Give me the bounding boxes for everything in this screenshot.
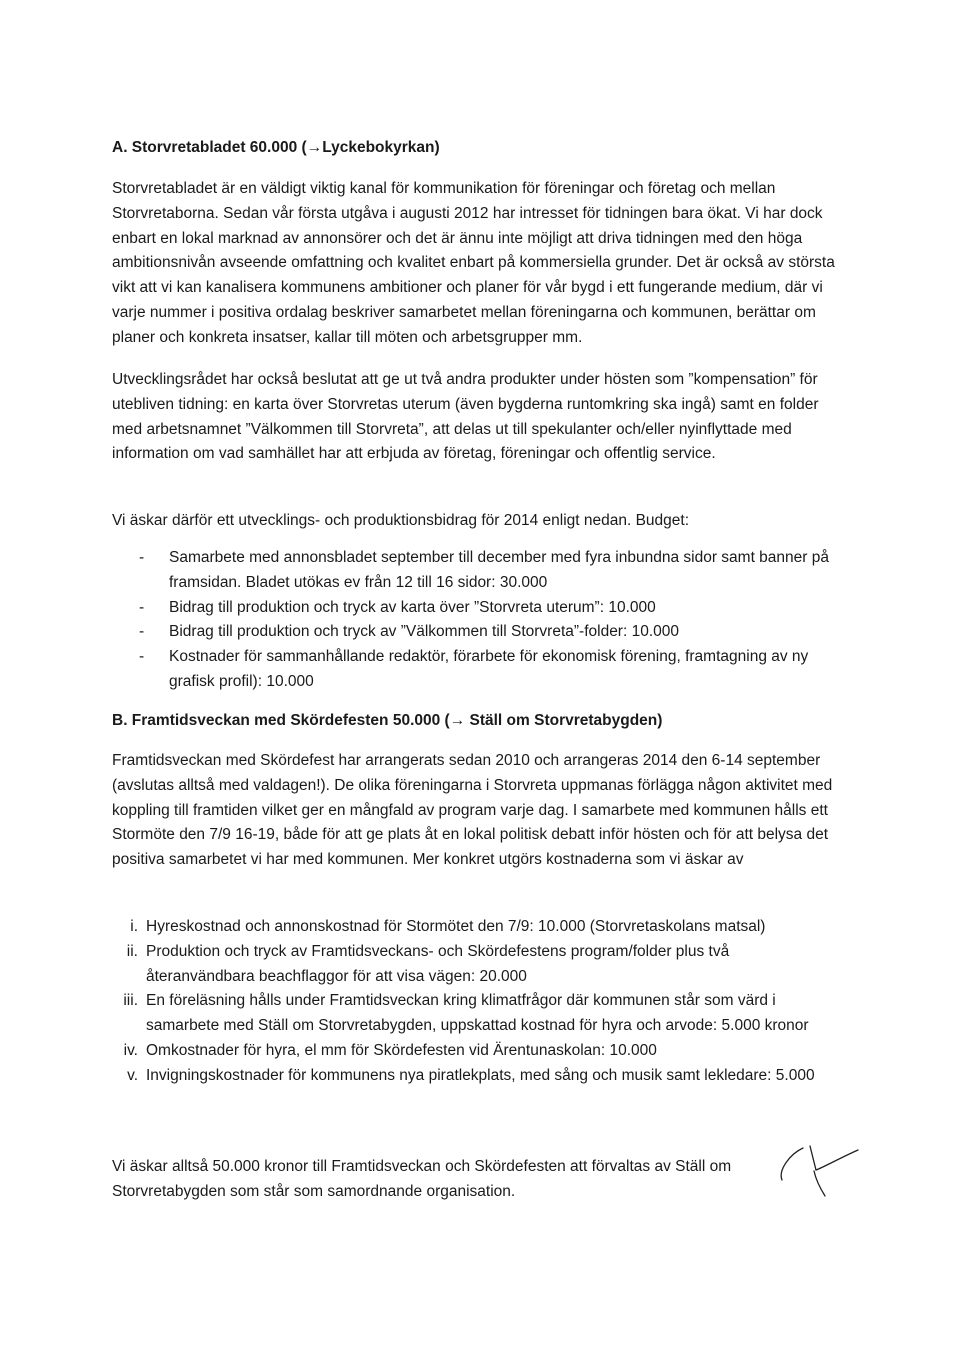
list-item-text: Produktion och tryck av Framtidsveckans- och Skördefestens program/folder plus två återanvändbara beachflaggor för att visa vägen: 20.000 <box>146 942 730 985</box>
list-item-text: Bidrag till produktion och tryck av karta över ”Storvreta uterum”: 10.000 <box>169 598 656 616</box>
section-a-heading: A. Storvretabladet 60.000 (→Lyckebokyrkan) <box>112 139 440 156</box>
list-item-text: Hyreskostnad och annonskostnad för Stormötet den 7/9: 10.000 (Storvretaskolans matsal) <box>146 918 766 935</box>
list-item <box>112 620 832 645</box>
list-item-text: Invigningskostnader för kommunens nya piratlekplats, med sång och musik samt lekledare: 5.000 <box>146 1066 815 1084</box>
section-b-heading: B. Framtidsveckan med Skördefesten 50.000 (→ Ställ om Storvretabygden) <box>112 712 663 729</box>
list-item <box>112 1039 832 1064</box>
list-item <box>112 645 832 695</box>
list-item-text: En föreläsning hålls under Framtidsveckan kring klimatfrågor där kommunen står som värd i samarbete med Ställ om Storvretabygden, uppskattad kostnad för hyra och arvode: 5.000 kronor <box>146 992 809 1035</box>
list-marker: iv. <box>123 1041 138 1059</box>
cost-list <box>112 915 832 1089</box>
list-marker: iii. <box>123 992 138 1010</box>
section-a-paragraph-2: Utvecklingsrådet har också beslutat att ge ut två andra produkter under hösten som ”kompensation” för utebliven tidning: en karta över Storvretas uterum (även bygderna runtomkring ska ingå) samt en folder med arbetsnamnet ”Välkommen till Storvreta”, att delas ut till spekulanter och/eller nyinflyttade med information om vad samhället har att erbjuda av företag, föreningar och offentlig service. <box>112 371 819 463</box>
handwritten-signature <box>770 1140 865 1200</box>
list-marker: i. <box>130 918 138 935</box>
section-b-intro: Framtidsveckan med Skördefest har arrangerats sedan 2010 och arrangeras 2014 den 6-14 september (avslutas alltså med valdagen!). De olika föreningarna i Storvreta uppmanas förlägga någon aktivitet med koppling till framtiden vilket ger en mångfald av program varje dag. I samarbete med kommunen hålls ett Stormöte den 7/9 16-19, både för att ge plats åt en lokal politisk debatt inför hösten och för att belysa det positiva samarbetet vi har med kommunen. Mer konkret utgörs kostnaderna som vi äskar av <box>112 752 833 869</box>
section-a-paragraph-3: Vi äskar därför ett utvecklings- och produktionsbidrag för 2014 enligt nedan. Budget: <box>112 512 690 529</box>
list-marker: - <box>139 549 145 566</box>
list-marker: - <box>139 598 145 616</box>
list-marker: - <box>139 623 145 641</box>
list-marker: ii. <box>126 942 138 960</box>
list-item <box>112 1064 832 1089</box>
list-item <box>112 596 832 621</box>
list-marker: - <box>139 648 145 666</box>
list-item-text: Samarbete med annonsbladet september till december med fyra inbundna sidor samt banner på framsidan. Bladet utökas ev från 12 till 16 sidor: 30.000 <box>169 549 829 591</box>
list-item <box>112 915 832 940</box>
list-item <box>112 940 832 990</box>
list-item <box>112 546 832 596</box>
list-item-text: Bidrag till produktion och tryck av ”Välkommen till Storvreta”-folder: 10.000 <box>169 623 679 641</box>
section-b-closing: Vi äskar alltså 50.000 kronor till Framtidsveckan och Skördefesten att förvaltas av Ställ om Storvretabygden som står som samordnande organisation. <box>112 1158 732 1200</box>
section-a-paragraph-1: Storvretabladet är en väldigt viktig kanal för kommunikation för föreningar och företag och mellan Storvretaborna. Sedan vår första utgåva i augusti 2012 har intresset för tidningen bara ökat. Vi har dock enbart en lokal marknad av annonsörer och det är ännu inte möjligt att driva tidningen med den höga ambitionsnivån avseende omfattning och kvalitet enbart på kommersiella grunder. Det är också av största vikt att vi kan kanalisera kommunens ambitioner och planer för vår bygd i ett fungerande medium, där vi varje nummer i positiva ordalag beskriver samarbetet mellan föreningarna och kommunen, berättar om planer och konkreta insatser, kallar till möten och arbetsgrupper mm. <box>112 180 835 346</box>
budget-list <box>112 546 832 695</box>
list-item <box>112 989 832 1039</box>
list-item-text: Kostnader för sammanhållande redaktör, förarbete för ekonomisk förening, framtagning av ny grafisk profil): 10.000 <box>169 648 809 690</box>
list-marker: v. <box>127 1066 138 1084</box>
list-item-text: Omkostnader för hyra, el mm för Skördefesten vid Ärentunaskolan: 10.000 <box>146 1041 657 1059</box>
